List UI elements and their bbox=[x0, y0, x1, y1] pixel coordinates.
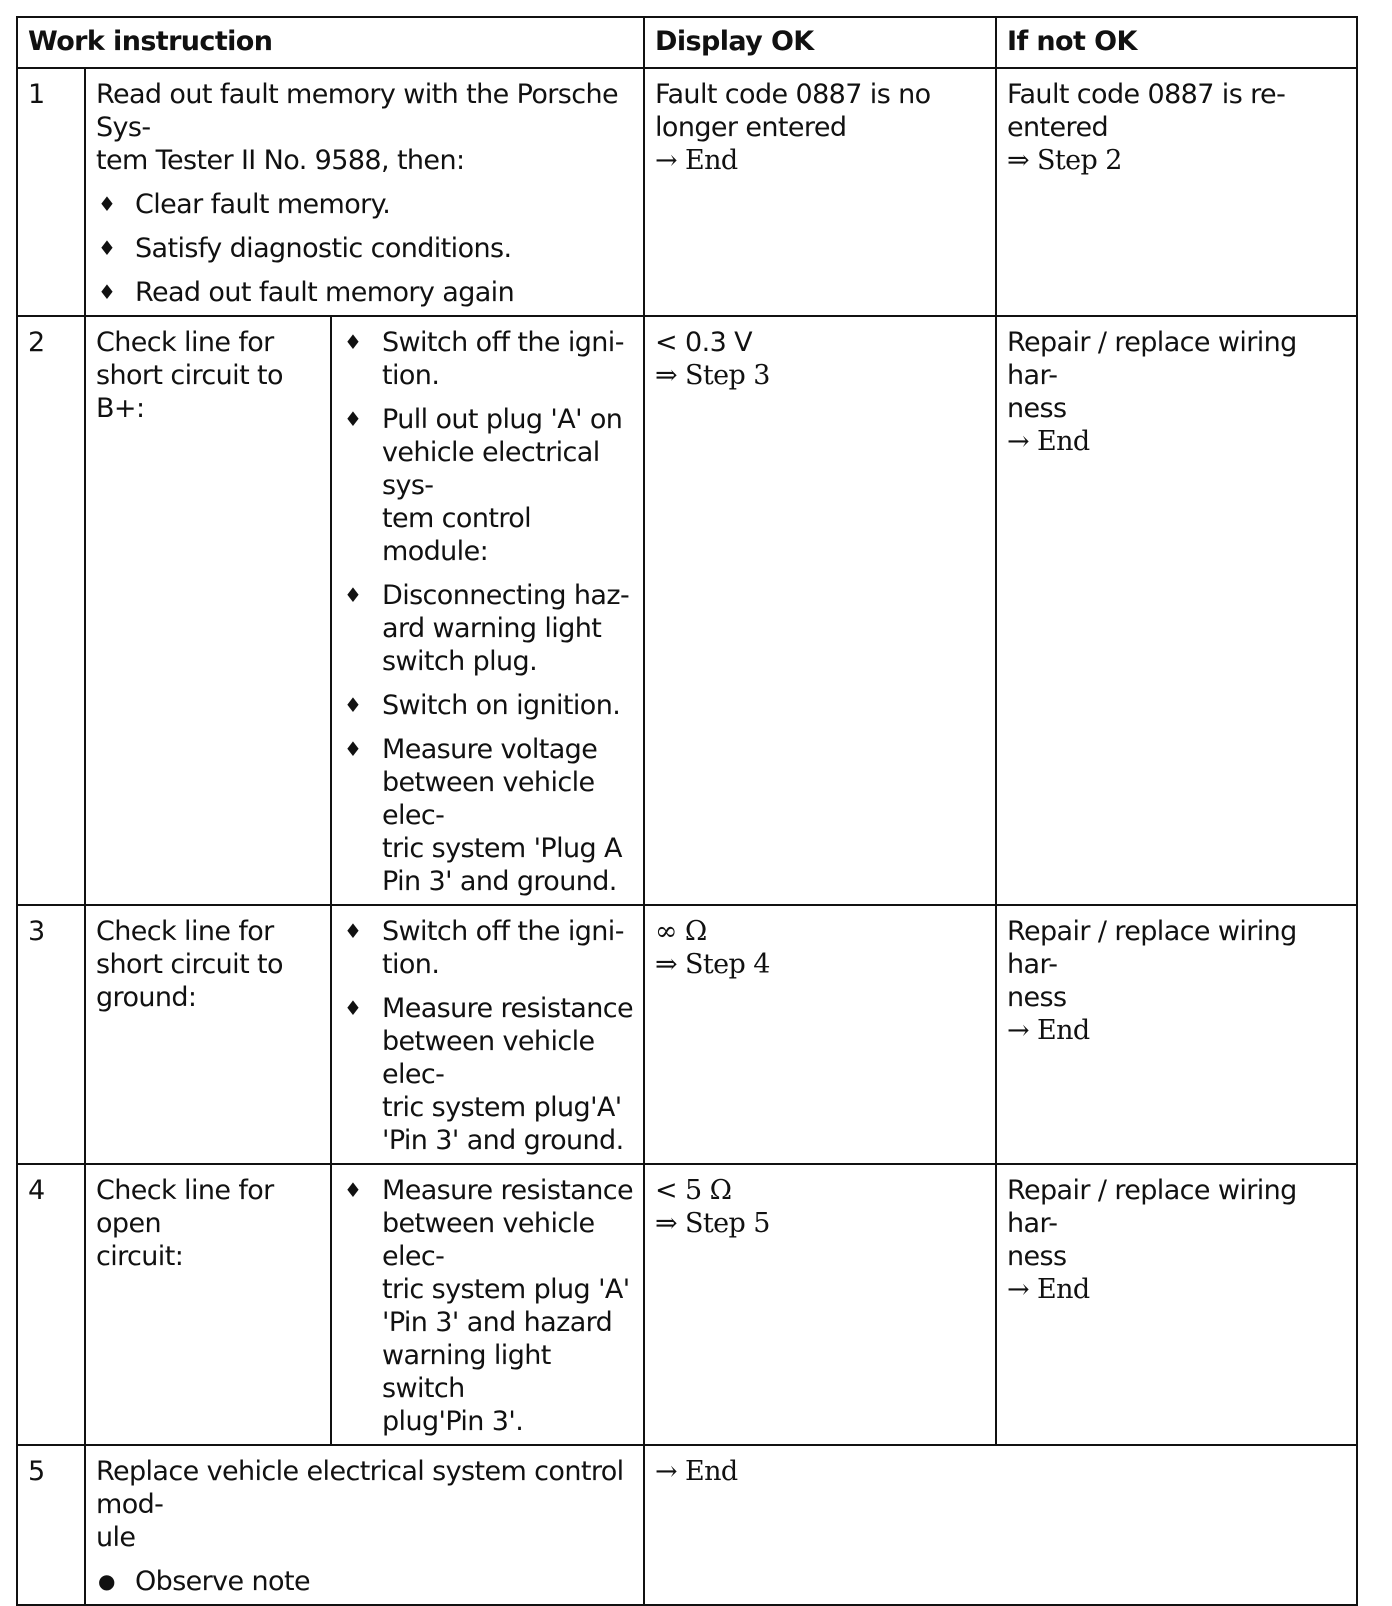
if-not-ok-line: ⇒ Step 2 bbox=[1007, 145, 1122, 176]
display-ok-line: ⇒ Step 3 bbox=[655, 360, 770, 391]
display-ok-cell bbox=[644, 1445, 1357, 1605]
if-not-ok-cell bbox=[996, 1164, 1357, 1445]
list-item: ♦ Measure resistance between vehicle elec- tric system plug 'A' 'Pin 3' and hazard warning light switch plug'Pin 3'. bbox=[344, 1175, 633, 1437]
display-ok-cell bbox=[644, 316, 996, 905]
header-if-not-ok: If not OK bbox=[996, 17, 1357, 68]
list-item: ♦ Clear fault memory. bbox=[98, 189, 391, 220]
step-number: 2 bbox=[17, 316, 85, 905]
display-ok-line: Fault code 0887 is no bbox=[655, 79, 931, 110]
display-ok-line: → End bbox=[655, 145, 738, 176]
table-row bbox=[17, 1164, 1357, 1445]
sub-steps-cell bbox=[331, 1164, 644, 1445]
display-ok-line: longer entered bbox=[655, 112, 847, 143]
if-not-ok-cell bbox=[996, 68, 1357, 316]
instruction-cell bbox=[85, 316, 331, 905]
list-item: ♦ Measure voltage between vehicle elec- tric system 'Plug A Pin 3' and ground. bbox=[344, 734, 622, 897]
instruction-line: short circuit to bbox=[96, 949, 283, 980]
bullet-list bbox=[342, 326, 637, 898]
instruction-cell bbox=[85, 1164, 331, 1445]
list-item: ♦ Read out fault memory again bbox=[98, 277, 515, 308]
diamond-bullet-icon: ♦ bbox=[98, 280, 116, 304]
list-item: ♦ Satisfy diagnostic conditions. bbox=[98, 233, 512, 264]
sub-steps-cell bbox=[331, 316, 644, 905]
diamond-bullet-icon: ♦ bbox=[344, 407, 362, 431]
work-instruction-table bbox=[16, 16, 1358, 1606]
instruction-line: Check line for open bbox=[96, 1175, 274, 1239]
display-ok-cell bbox=[644, 905, 996, 1164]
list-item: ♦ Pull out plug 'A' on vehicle electrical sys- tem control module: bbox=[344, 404, 623, 567]
instruction-line: Check line for bbox=[96, 916, 274, 947]
list-item: ♦ Switch off the igni- tion. bbox=[344, 327, 624, 391]
diamond-bullet-icon: ♦ bbox=[98, 236, 116, 260]
if-not-ok-line: Repair / replace wiring har- bbox=[1007, 327, 1297, 391]
step-number: 3 bbox=[17, 905, 85, 1164]
display-ok-cell bbox=[644, 1164, 996, 1445]
if-not-ok-line: Repair / replace wiring har- bbox=[1007, 916, 1297, 980]
if-not-ok-line: → End bbox=[1007, 1015, 1090, 1046]
if-not-ok-line: Repair / replace wiring har- bbox=[1007, 1175, 1297, 1239]
instruction-line: circuit: bbox=[96, 1241, 184, 1272]
if-not-ok-line: entered bbox=[1007, 112, 1109, 143]
step-number: 4 bbox=[17, 1164, 85, 1445]
list-item: ♦ Disconnecting haz- ard warning light switch plug. bbox=[344, 580, 630, 677]
instruction-line: ground: bbox=[96, 982, 197, 1013]
table-row bbox=[17, 68, 1357, 316]
header-work-instruction: Work instruction bbox=[17, 17, 644, 68]
if-not-ok-cell bbox=[996, 905, 1357, 1164]
step-number: 1 bbox=[17, 68, 85, 316]
if-not-ok-line: → End bbox=[1007, 1274, 1090, 1305]
instruction-cell bbox=[85, 905, 331, 1164]
diamond-bullet-icon: ♦ bbox=[344, 1178, 362, 1202]
sub-steps-cell bbox=[331, 905, 644, 1164]
diamond-bullet-icon: ♦ bbox=[344, 996, 362, 1020]
instruction-cell bbox=[85, 68, 644, 316]
instruction-line: Check line for bbox=[96, 327, 274, 358]
table-row bbox=[17, 905, 1357, 1164]
header-display-ok: Display OK bbox=[644, 17, 996, 68]
instruction-line: Read out fault memory with the Porsche Sys- bbox=[96, 79, 618, 143]
dot-bullet-icon: ● bbox=[98, 1569, 115, 1593]
diamond-bullet-icon: ♦ bbox=[344, 919, 362, 943]
if-not-ok-line: Fault code 0887 is re- bbox=[1007, 79, 1286, 110]
instruction-cell bbox=[85, 1445, 644, 1605]
bullet-list bbox=[96, 188, 633, 309]
bullet-list bbox=[342, 1174, 637, 1438]
instruction-line: tem Tester II No. 9588, then: bbox=[96, 145, 465, 176]
diamond-bullet-icon: ♦ bbox=[98, 192, 116, 216]
if-not-ok-line: ness bbox=[1007, 1241, 1067, 1272]
if-not-ok-line: ness bbox=[1007, 982, 1067, 1013]
table-row bbox=[17, 1445, 1357, 1605]
bullet-list bbox=[96, 1565, 633, 1598]
if-not-ok-line: ness bbox=[1007, 393, 1067, 424]
instruction-line: short circuit to B+: bbox=[96, 360, 283, 424]
display-ok-line: ∞ Ω bbox=[655, 916, 707, 947]
if-not-ok-line: → End bbox=[1007, 426, 1090, 457]
if-not-ok-cell bbox=[996, 316, 1357, 905]
display-ok-line: < 5 Ω bbox=[655, 1175, 732, 1206]
display-ok-cell bbox=[644, 68, 996, 316]
table-row bbox=[17, 316, 1357, 905]
list-item: ♦ Switch on ignition. bbox=[344, 690, 621, 721]
list-item: ● Observe note bbox=[98, 1566, 310, 1597]
bullet-list bbox=[342, 915, 637, 1157]
list-item: ♦ Measure resistance between vehicle elec- tric system plug'A' 'Pin 3' and ground. bbox=[344, 993, 633, 1156]
diamond-bullet-icon: ♦ bbox=[344, 330, 362, 354]
diamond-bullet-icon: ♦ bbox=[344, 693, 362, 717]
display-ok-line: ⇒ Step 5 bbox=[655, 1208, 770, 1239]
step-number: 5 bbox=[17, 1445, 85, 1605]
list-item: ♦ Switch off the igni- tion. bbox=[344, 916, 624, 980]
display-ok-line: → End bbox=[655, 1456, 738, 1487]
display-ok-line: < 0.3 V bbox=[655, 327, 753, 358]
diamond-bullet-icon: ♦ bbox=[344, 737, 362, 761]
instruction-line: ule bbox=[96, 1522, 136, 1553]
diamond-bullet-icon: ♦ bbox=[344, 583, 362, 607]
display-ok-line: ⇒ Step 4 bbox=[655, 949, 770, 980]
table-header-row bbox=[17, 17, 1357, 68]
instruction-line: Replace vehicle electrical system control mod- bbox=[96, 1456, 624, 1520]
